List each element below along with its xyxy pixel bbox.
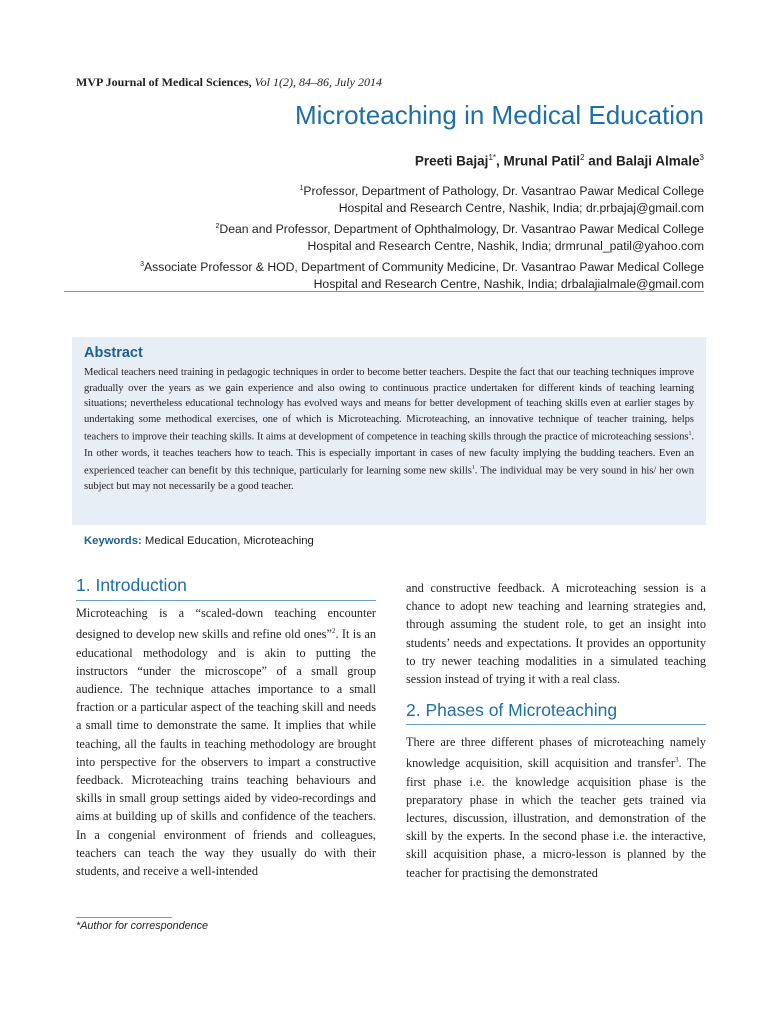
affiliation-text: Hospital and Research Centre, Nashik, India; drbalajialmale@gmail.com: [313, 277, 704, 292]
author-3: Balaji Almale: [616, 153, 700, 169]
text-part: Microteaching is a “scaled-down teaching encounter designed to develop new skills and refine old ones”: [76, 606, 376, 642]
affiliation-text: Hospital and Research Centre, Nashik, India; drmrunal_patil@yahoo.com: [307, 239, 704, 254]
author-3-sup: 3: [699, 153, 704, 162]
section-divider: [406, 724, 706, 725]
affiliation-sup: 1: [299, 185, 304, 192]
journal-name: MVP Journal of Medical Sciences,: [76, 75, 252, 89]
affiliation-line: [140, 200, 704, 217]
affiliation-text: Dean and Professor, Department of Ophthalmology, Dr. Vasantrao Pawar Medical College: [219, 221, 704, 236]
intro-column-right: [406, 579, 706, 688]
citation-sup: 1: [471, 465, 475, 472]
abstract-heading: Abstract: [84, 345, 143, 361]
affiliation-sup: 2: [215, 222, 220, 230]
author-1-sup: 1*: [488, 153, 496, 162]
affiliation-line: [140, 180, 704, 200]
citation-sup: 2: [331, 627, 336, 636]
footnote: *Author for correspondence: [76, 920, 209, 932]
citation-sup: 1: [688, 431, 692, 438]
affiliation-text: Hospital and Research Centre, Nashik, India; dr.prbajaj@gmail.com: [338, 201, 704, 216]
affiliation-text: Associate Professor & HOD, Department of Community Medicine, Dr. Vasantrao Pawar Medical College: [144, 259, 704, 274]
journal-issue: Vol 1(2), 84–86, July 2014: [254, 75, 382, 89]
affiliation-line: [140, 238, 704, 255]
text-part: There are three different phases of microteaching namely knowledge acquisition, skill acquisition and transfer: [406, 735, 706, 771]
keywords-value: Medical Education, Microteaching: [141, 535, 314, 547]
author-1: Preeti Bajaj: [414, 153, 489, 169]
phases-paragraph: [406, 733, 706, 882]
citation-sup: 3: [675, 756, 679, 765]
phases-column: [406, 733, 706, 882]
text-part: . It is an educational methodology and is akin to putting the instructors “under the microscope” of a small group audience. The technique attaches importance to a small fraction or a particular aspect of the teaching skill and needs a small time to demonstrate the same. It implies that while teaching, all the faults in teaching methodology are brought into perspective for the observers to impart a constructive feedback. Microteaching trains teaching behaviours and skills in small group settings aided by video-recordings and aims at building up of skills and confidence of the teachers. In a congenial environment of friends and colleagues, teachers can teach the way they usually do with their students, and receive a well-intended: [76, 627, 377, 878]
author-2: Mrunal Patil: [503, 153, 581, 169]
affiliation-text: Professor, Department of Pathology, Dr. Vasantrao Pawar Medical College: [303, 184, 704, 199]
intro-paragraph-continued: and constructive feedback. A microteaching session is a chance to adopt new teaching and learning strategies and, through assuming the student role, to get an insight into students’ needs and expectations. It provides an opportunity to try newer teaching modalities in a simulated teaching session instead of trying it with a real class.: [406, 581, 706, 687]
author-and: and: [584, 153, 616, 169]
abstract-part: Medical teachers need training in pedagogic techniques in order to become better teachers. Despite the fact that our teaching techniques improve gradually over the years as we gain experience and also owing to continuous practice undertaken for different kinds of teaching learning situations; nevertheless educational technology has evolved ways and means for better development of teaching skills even at earlier stages by undertaking some methodical exercises, one of which is Microteaching. Microteaching, an innovative technique of teacher training, helps teachers to improve their teaching skills. It aims at development of competence in teaching skills through the practice of microteaching sessions: [84, 367, 694, 443]
affiliation-line: [140, 256, 704, 276]
intro-column-left: [76, 604, 376, 880]
intro-paragraph: [76, 604, 376, 880]
section-heading-phases: 2. Phases of Microteaching: [406, 700, 618, 720]
abstract-part: . The individual may be very sound in his/ her own subject but may not necessarily be a good teacher.: [84, 465, 694, 493]
keywords-label: Keywords:: [84, 535, 142, 547]
affiliations: [140, 180, 704, 294]
abstract-part: . In other words, it teaches teachers how to teach. This is especially important in cases of new faculty implying the budding teachers. Even an experienced teacher can benefit by this technique, particularly for learning some new skills: [84, 431, 694, 477]
header-divider: [64, 291, 704, 292]
article-title: Microteaching in Medical Education: [295, 100, 704, 130]
footnote-divider: [76, 917, 172, 918]
author-list: Preeti Bajaj$^{1*}$, Mrunal Patil$^2$ and Balaji Almale$^3$: [414, 153, 704, 169]
author-2-sup: 2: [580, 153, 585, 162]
journal-citation: [76, 75, 382, 90]
section-divider: [76, 600, 376, 601]
text-part: . The first phase i.e. the knowledge acquisition phase is the preparatory phase in which the teacher gets trained via lectures, discussion, illustration, and demonstration of the skill by the experts. In the second phase i.e. the interactive, skill acquisition phase, a micro-lesson is planned by the teacher for practising the demonstrated: [406, 756, 706, 880]
abstract-box: [72, 337, 706, 525]
abstract-text: [84, 365, 694, 495]
affiliation-line: [140, 218, 704, 238]
section-heading-introduction: 1. Introduction: [76, 575, 187, 595]
keywords: [84, 535, 314, 547]
affiliation-sup: 3: [140, 260, 145, 268]
